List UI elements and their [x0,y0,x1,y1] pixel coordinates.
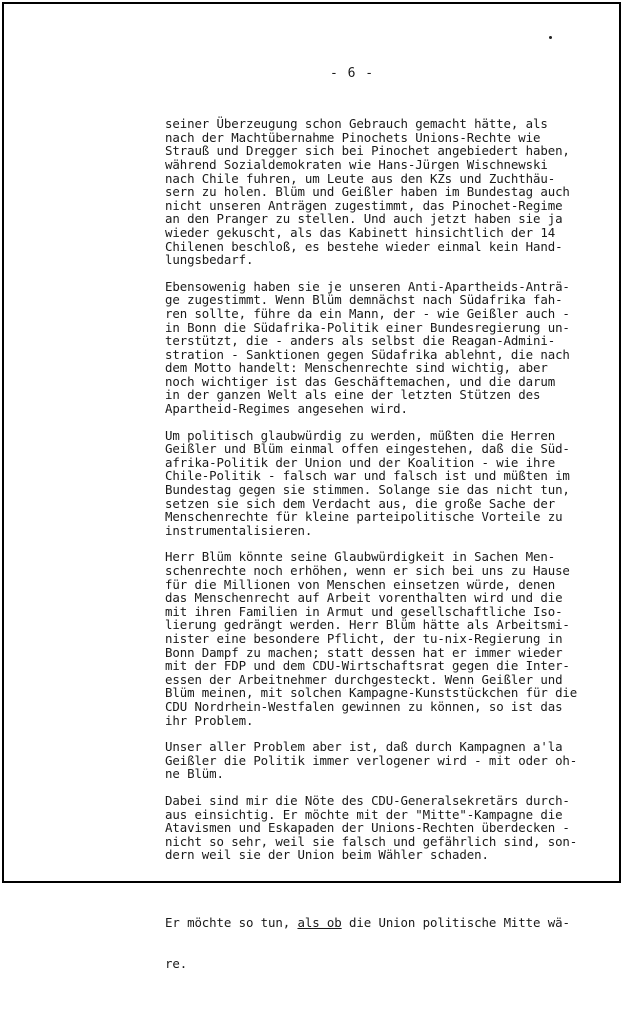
paragraph [165,427,570,538]
scan-speck [549,36,552,39]
text-line: Bundestag gegen sie stimmen. Solange sie das nicht tun, [165,482,570,498]
text-line [165,915,570,931]
text-line: Bonn Dampf zu machen; statt dessen hat er immer wieder [165,644,563,660]
text-line: in Bonn die Südafrika-Politik einer Bundesregierung un- [165,319,570,335]
text-line: seiner Überzeugung schon Gebrauch gemacht hätte, als [165,116,548,132]
text-line: dern weil sie der Union beim Wähler schaden. [165,847,489,863]
text-line: lungsbedarf. [165,252,254,268]
paragraph [165,792,578,863]
text-line: CDU Nordrhein-Westfalen gewinnen zu können, so ist das [165,698,563,714]
text-line: das Menschenrecht auf Arbeit vorenthalten wird und die [165,590,563,606]
text-line: dem Motto handelt: Menschenrechte sind wichtig, aber [165,360,548,376]
text-line: Geißler die Politik immer verlogener wird - mit oder oh- [165,752,578,768]
text-line: Chile-Politik - falsch war und falsch ist und müßten im [165,468,570,484]
text-line: nister eine besondere Pflicht, der tu-nix-Regierung in [165,630,563,646]
paragraph [165,549,578,728]
text-line: wieder gekuscht, als das Kabinett hinsichtlich der 14 [165,224,556,240]
text-line: Geißler und Blüm einmal offen eingestehen, daß die Süd- [165,441,570,457]
text-line: Blüm meinen, mit solchen Kampagne-Kunststückchen für die [165,685,578,701]
text-line: nicht so sehr, weil sie falsch und gefährlich sind, son- [165,833,578,849]
last-paragraph [165,889,570,998]
text-line: nach Chile fuhren, um Leute aus den KZs und Zuchthäu- [165,170,556,186]
text-line: Chilenen beschloß, es bestehe wieder einmal kein Hand- [165,238,563,254]
text-line: re. [165,956,188,972]
text-line: afrika-Politik der Union und der Koalition - wie ihre [165,454,556,470]
text-line: noch wichtiger ist das Geschäftemachen, und die darum [165,373,556,389]
paragraph [165,739,578,782]
text-line: für die Millionen von Menschen einsetzen würde, denen [165,576,556,592]
text-line: aus einsichtig. Er möchte mit der "Mitte"-Kampagne die [165,806,563,822]
text-line: ren sollte, führe da ein Mann, der - wie Geißler auch - [165,305,570,321]
text-line: mit der FDP und dem CDU-Wirtschaftsrat gegen die Inter- [165,658,570,674]
text-line: Strauß und Dregger sich bei Pinochet angebiedert haben, [165,143,570,159]
text-line: stration - Sanktionen gegen Südafrika ablehnt, die nach [165,346,570,362]
text-line: essen der Arbeitnehmer durchgesteckt. Wenn Geißler und [165,671,563,687]
text-line: Ebensowenig haben sie je unseren Anti-Apartheids-Anträ- [165,278,570,294]
text-fragment: die Union politische Mitte wä- [341,915,570,931]
text-fragment: Er möchte so tun, [165,915,298,931]
text-line: Atavismen und Eskapaden der Unions-Rechten überdecken - [165,820,570,836]
text-line: nach der Machtübernahme Pinochets Unions-Rechte wie [165,129,541,145]
text-line: während Sozialdemokraten wie Hans-Jürgen Wischnewski [165,156,548,172]
text-line: nicht unseren Anträgen zugestimmt, das Pinochet-Regime [165,197,563,213]
text-line: Um politisch glaubwürdig zu werden, müßten die Herren [165,427,556,443]
text-line: schenrechte noch erhöhen, wenn er sich bei uns zu Hause [165,563,570,578]
text-line: sern zu holen. Blüm und Geißler haben im Bundestag auch [165,184,570,200]
underlined-phrase: als ob [297,915,342,931]
paragraph [165,278,570,417]
text-line: Herr Blüm könnte seine Glaubwürdigkeit in Sachen Men- [165,549,556,565]
page-number: - 6 - [330,66,375,81]
text-line: setzen sie sich dem Verdacht aus, die große Sache der [165,495,556,511]
text-line: in der ganzen Welt als eine der letzten Stützen des [165,387,541,403]
text-line: Apartheid-Regimes angesehen wird. [165,401,408,417]
text-line: instrumentalisieren. [165,522,313,538]
text-line: Unser aller Problem aber ist, daß durch Kampagnen a'la [165,739,563,755]
text-line: ihr Problem. [165,712,254,728]
text-line: Dabei sind mir die Nöte des CDU-Generalsekretärs durch- [165,792,570,808]
document-body [165,90,578,1024]
text-line: lierung gedrängt werden. Herr Blüm hätte als Arbeitsmi- [165,617,570,633]
text-line: ge zugestimmt. Wenn Blüm demnächst nach Südafrika fah- [165,292,563,308]
text-line: ne Blüm. [165,766,224,782]
text-line: Menschenrechte für kleine parteipolitische Vorteile zu [165,509,563,525]
text-line: mit ihren Familien in Armut und gesellschaftliche Iso- [165,603,563,619]
paragraph [165,116,570,268]
text-line: an den Pranger zu stellen. Und auch jetzt haben sie ja [165,211,563,227]
text-line: terstützt, die - anders als selbst die Reagan-Admini- [165,333,556,349]
